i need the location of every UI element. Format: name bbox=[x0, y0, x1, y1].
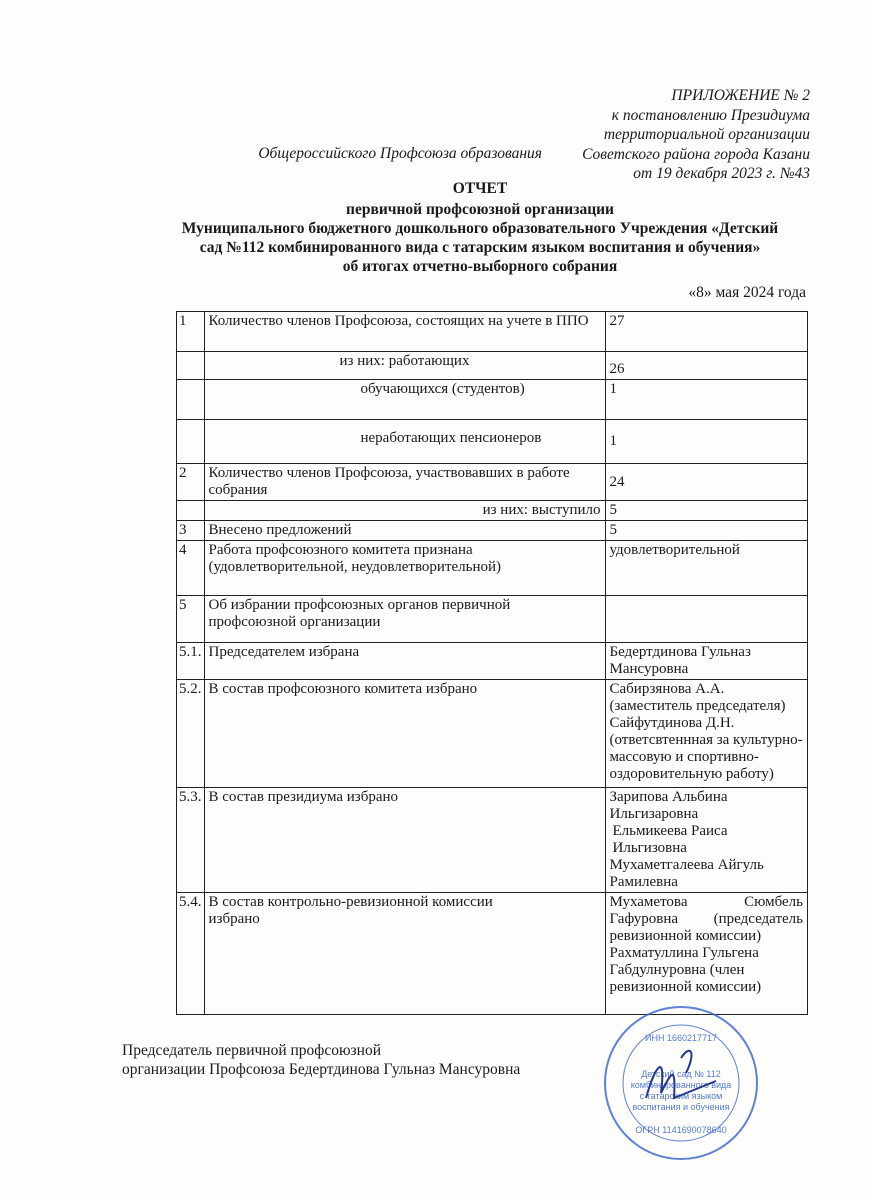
row-label: В состав президиума избрано bbox=[204, 788, 605, 893]
row-value: Бедертдинова Гульназ Мансуровна bbox=[605, 643, 808, 680]
stamp-line: Детский сад № 112 bbox=[641, 1069, 721, 1079]
row-value bbox=[605, 596, 808, 643]
row-label: В состав контрольно-ревизионной комиссии избрано bbox=[204, 893, 605, 1015]
row-number: 5.4. bbox=[177, 893, 205, 1015]
row-label: неработающих пенсионеров bbox=[204, 420, 605, 464]
row-value: 24 bbox=[605, 464, 808, 501]
row-value: 27 bbox=[605, 312, 808, 352]
signature-area bbox=[122, 1033, 872, 1135]
row-label: Работа профсоюзного комитета признана (удовлетворительной, неудовлетворительной) bbox=[204, 541, 605, 596]
row-number: 5.3. bbox=[177, 788, 205, 893]
row-label: Количество членов Профсоюза, состоящих на учете в ППО bbox=[204, 312, 605, 352]
table-row bbox=[177, 541, 808, 596]
member-entry: Сабирзянова А.А.(заместитель председателя) bbox=[609, 681, 786, 714]
appendix-line: территориальной организации bbox=[603, 126, 810, 143]
table-row bbox=[177, 521, 808, 541]
row-value bbox=[605, 893, 808, 1015]
member-entry: Зарипова Альбина Ильгизаровна bbox=[609, 789, 728, 822]
table-row bbox=[177, 312, 808, 352]
appendix-header bbox=[582, 86, 810, 184]
appendix-org-line: Общероссийского Профсоюза образования bbox=[258, 145, 542, 162]
row-label: Количество членов Профсоюза, участвовавших в работе собрания bbox=[204, 464, 605, 501]
table-row bbox=[177, 352, 808, 380]
signature-line: Председатель первичной профсоюзной bbox=[122, 1042, 382, 1059]
stamp-line: с татарским языком bbox=[639, 1091, 723, 1101]
row-number: 2 bbox=[177, 464, 205, 501]
member-entry: Сайфутдинова Д.Н.(ответсвтеннная за культурно-массовую и спортивно-оздоровительную работу) bbox=[609, 715, 803, 782]
row-number bbox=[177, 352, 205, 380]
row-value bbox=[605, 680, 808, 788]
row-label: Об избрании профсоюзных органов первичной профсоюзной организации bbox=[204, 596, 605, 643]
row-value: 5 bbox=[605, 501, 808, 521]
row-value: 5 bbox=[605, 521, 808, 541]
row-number bbox=[177, 380, 205, 420]
report-title-line: первичной профсоюзной организации bbox=[346, 201, 614, 218]
report-title-line: Муниципального бюджетного дошкольного образовательного Учреждения «Детский bbox=[181, 220, 779, 237]
appendix-line: ПРИЛОЖЕНИЕ № 2 bbox=[671, 87, 810, 104]
stamp-ogrn: ОГРН 1141690078640 bbox=[635, 1125, 727, 1135]
row-value bbox=[605, 788, 808, 893]
table-row bbox=[177, 680, 808, 788]
table-row bbox=[177, 501, 808, 521]
row-number: 1 bbox=[177, 312, 205, 352]
row-value: 1 bbox=[605, 380, 808, 420]
member-entry: Ельмикеева Раиса Ильгизовна bbox=[612, 823, 728, 856]
row-label: из них: работающих bbox=[204, 352, 605, 380]
row-number: 4 bbox=[177, 541, 205, 596]
table-row bbox=[177, 464, 808, 501]
report-title-line: об итогах отчетно-выборного собрания bbox=[342, 258, 618, 275]
row-number bbox=[177, 420, 205, 464]
row-label: обучающихся (студентов) bbox=[204, 380, 605, 420]
row-value: удовлетворительной bbox=[605, 541, 808, 596]
appendix-line: к постановлению Президиума bbox=[611, 106, 810, 124]
row-value: 1 bbox=[605, 420, 808, 464]
stamp-line: воспитания и обучения bbox=[632, 1102, 730, 1112]
report-table bbox=[176, 311, 808, 1015]
row-label: из них: выступило bbox=[204, 501, 605, 521]
member-entry: Мухаметова Сюмбель Гафуровна (председатель ревизионной комиссии) bbox=[609, 894, 803, 944]
table-row bbox=[177, 596, 808, 643]
table-row bbox=[177, 380, 808, 420]
report-heading: ОТЧЕТ bbox=[452, 180, 508, 197]
row-value: 26 bbox=[605, 352, 808, 380]
table-row bbox=[177, 420, 808, 464]
row-label: В состав профсоюзного комитета избрано bbox=[204, 680, 605, 788]
report-date: «8» мая 2024 года bbox=[688, 284, 806, 301]
member-entry: Мухаметгалеева Айгуль Рамилевна bbox=[609, 857, 764, 890]
signature-line: организации Профсоюза Бедертдинова Гульназ Мансуровна bbox=[122, 1061, 521, 1078]
report-title-line: сад №112 комбинированного вида с татарским языком воспитания и обучения» bbox=[199, 239, 761, 256]
organization-stamp bbox=[596, 1003, 766, 1163]
row-label: Внесено предложений bbox=[204, 521, 605, 541]
row-number: 3 bbox=[177, 521, 205, 541]
row-number: 5 bbox=[177, 596, 205, 643]
report-body bbox=[0, 311, 872, 1135]
table-row bbox=[177, 893, 808, 1015]
row-number: 5.1. bbox=[177, 643, 205, 680]
stamp-inn: ИНН 1660217717 bbox=[644, 1033, 718, 1043]
row-number bbox=[177, 501, 205, 521]
stamp-line: комбинированного вида bbox=[630, 1080, 732, 1090]
table-row bbox=[177, 643, 808, 680]
appendix-line: от 19 декабря 2023 г. №43 bbox=[633, 165, 810, 182]
member-entry: Рахматуллина Гульгена Габдулнуровна (член ревизионной комиссии) bbox=[609, 945, 762, 995]
row-label: Председателем избрана bbox=[204, 643, 605, 680]
row-number: 5.2. bbox=[177, 680, 205, 788]
appendix-line: Советского района города Казани bbox=[582, 145, 810, 163]
table-row bbox=[177, 788, 808, 893]
